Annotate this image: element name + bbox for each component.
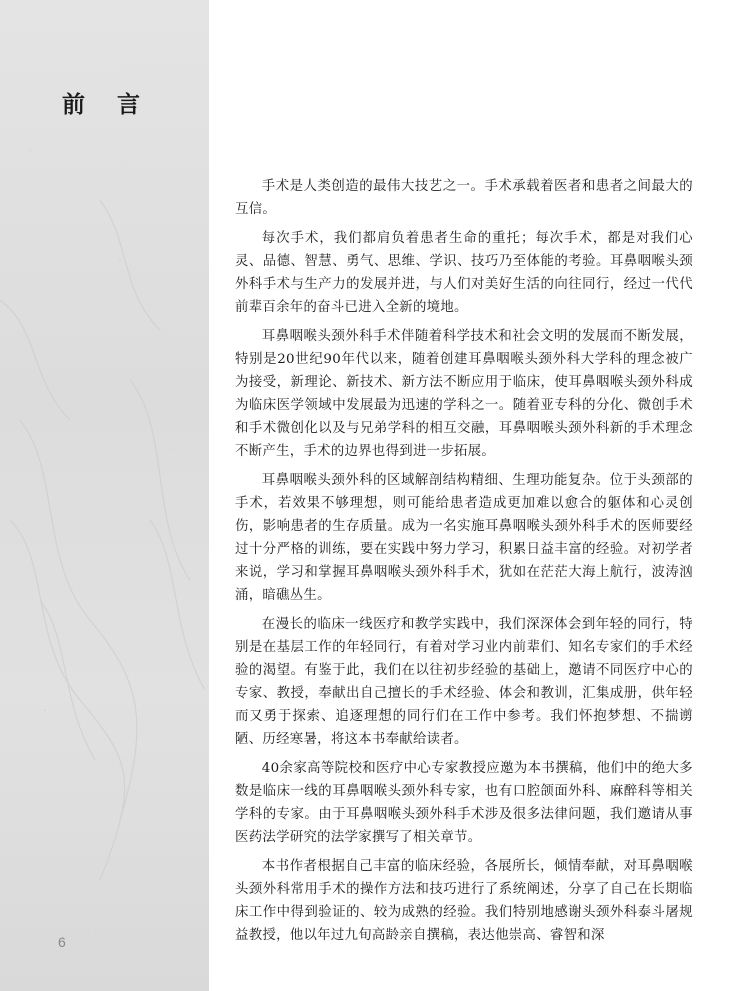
paragraph: 手术是人类创造的最伟大技艺之一。手术承载着医者和患者之间最大的互信。	[235, 179, 693, 217]
paragraph: 40余家高等院校和医疗中心专家教授应邀为本书撰稿，他们中的绝大多数是临床一线的耳鼻咽喉头颈外科专家，也有口腔颌面外科、麻醉科等相关学科的专家。由于耳鼻咽喉头颈外科手术涉及很多法律问题，我们邀请从事医药法学研究的法学家撰写了相关章节。	[235, 761, 693, 845]
left-decorative-panel	[0, 0, 209, 991]
paragraph: 本书作者根据自己丰富的临床经验，各展所长，倾情奉献，对耳鼻咽喉头颈外科常用手术的操作方法和技巧进行了系统阐述，分享了自己在长期临床工作中得到验证的、较为成熟的经验。我们特别地感谢头颈外科泰斗屠规益教授，他以年过九旬高龄亲自撰稿，表达他崇高、睿智和深	[235, 859, 693, 943]
paragraph: 耳鼻咽喉头颈外科手术伴随着科学技术和社会文明的发展而不断发展，特别是20世纪90年代以来，随着创建耳鼻咽喉头颈外科大学科的理念被广为接受，新理论、新技术、新方法不断应用于临床，使耳鼻咽喉头颈外科成为临床医学领域中发展最为迅速的学科之一。随着亚专科的分化、微创手术和手术微创化以及与兄弟学科的相互交融，耳鼻咽喉头颈外科新的手术理念不断产生，手术的边界也得到进一步拓展。	[235, 329, 693, 459]
page-title: 前 言	[62, 92, 153, 118]
paragraph: 在漫长的临床一线医疗和教学实践中，我们深深体会到年轻的同行，特别是在基层工作的年轻同行，有着对学习业内前辈们、知名专家们的手术经验的渴望。有鉴于此，我们在以往初步经验的基础上，邀请不同医疗中心的专家、教授，奉献出自己擅长的手术经验、体会和教训，汇集成册，供年轻而又勇于探索、追逐理想的同行们在工作中参考。我们怀抱梦想、不揣谫陋、历经寒暑，将这本书奉献给读者。	[235, 617, 693, 747]
paragraph: 每次手术，我们都肩负着患者生命的重托；每次手术，都是对我们心灵、品德、智慧、勇气、思维、学识、技巧乃至体能的考验。耳鼻咽喉头颈外科手术与生产力的发展并进，与人们对美好生活的向往同行，经过一代代前辈百余年的奋斗已进入全新的境地。	[235, 231, 693, 315]
preface-body	[235, 175, 693, 953]
paragraph: 耳鼻咽喉头颈外科的区域解剖结构精细、生理功能复杂。位于头颈部的手术，若效果不够理想，则可能给患者造成更加难以愈合的躯体和心灵创伤，影响患者的生存质量。成为一名实施耳鼻咽喉头颈外科手术的医师要经过十分严格的训练，要在实践中努力学习，积累日益丰富的经验。对初学者来说，学习和掌握耳鼻咽喉头颈外科手术，犹如在茫茫大海上航行，波涛汹涌，暗礁丛生。	[235, 473, 693, 603]
page-number: 6	[58, 934, 66, 950]
paper-texture	[0, 0, 209, 991]
